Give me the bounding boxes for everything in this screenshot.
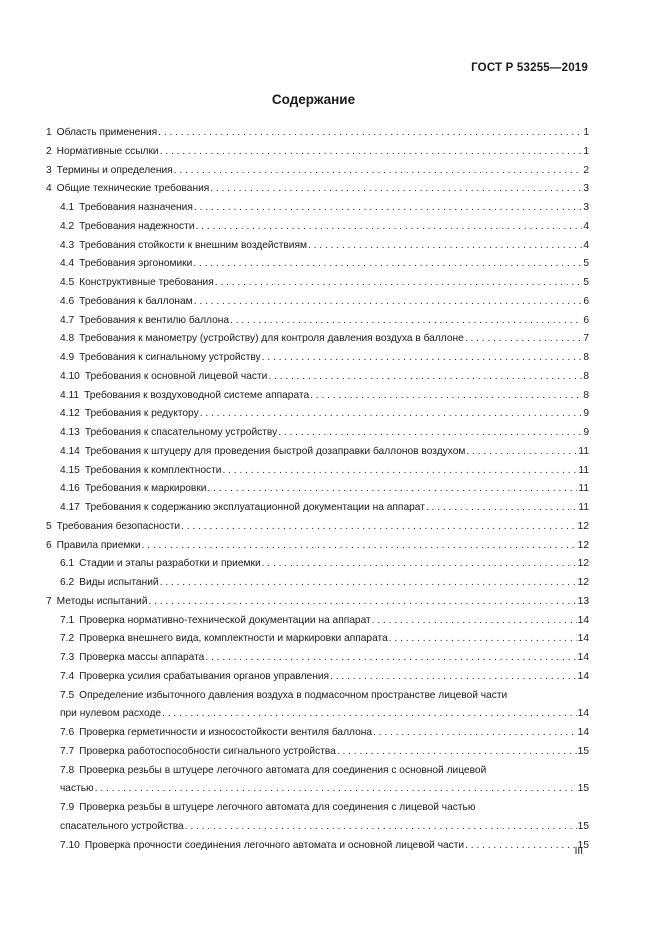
toc-leader-dots — [337, 743, 577, 762]
toc-entry-number: 4.12 — [60, 408, 80, 420]
toc-entry-title: Требования к баллонам — [79, 295, 193, 307]
toc-entry-page: 12 — [577, 558, 589, 570]
toc-leader-dots — [149, 593, 577, 612]
toc-entry-title: Стадии и этапы разработки и приемки — [79, 558, 261, 570]
toc-entry-number: 5 — [46, 520, 52, 532]
toc-entry[interactable] — [46, 368, 589, 387]
toc-entry-page: 13 — [577, 595, 589, 607]
toc-entry-number: 4.6 — [60, 295, 75, 307]
toc-entry-number: 7.3 — [60, 652, 75, 663]
toc-entry[interactable] — [46, 330, 589, 349]
toc-entry-continuation[interactable] — [46, 818, 589, 837]
toc-entry[interactable] — [46, 649, 589, 668]
toc-entry[interactable] — [46, 424, 589, 443]
toc-leader-dots — [465, 837, 577, 856]
toc-entry-page: 3 — [583, 183, 589, 195]
toc-entry[interactable] — [46, 574, 589, 593]
toc-entry-title: Проверка герметичности и износостойкости вентиля баллона — [79, 727, 373, 738]
page-number: III — [574, 846, 583, 857]
toc-entry-page: 12 — [577, 577, 589, 588]
toc-entry-number: 7 — [46, 595, 52, 607]
toc-entry[interactable] — [46, 837, 589, 856]
toc-leader-dots — [210, 180, 582, 199]
toc-leader-dots — [181, 518, 577, 537]
toc-entry-page: 15 — [577, 745, 589, 757]
toc-entry-page: 12 — [577, 520, 589, 532]
toc-entry[interactable] — [46, 687, 589, 706]
toc-entry-page: 14 — [577, 727, 589, 738]
toc-entry-title: Конструктивные требования — [79, 277, 214, 288]
toc-leader-dots — [160, 574, 577, 593]
toc-entry[interactable] — [46, 218, 589, 237]
toc-entry-title: Требования к штуцеру для проведения быстрой дозаправки баллонов воздухом — [84, 445, 466, 457]
toc-entry-number: 6 — [46, 539, 52, 551]
toc-entry[interactable] — [46, 443, 589, 462]
toc-entry-number: 4.14 — [60, 445, 80, 457]
toc-entry[interactable] — [46, 274, 589, 293]
toc-leader-dots — [308, 237, 582, 256]
toc-entry-page: 15 — [577, 839, 589, 851]
toc-leader-dots — [194, 199, 582, 218]
table-of-contents — [46, 124, 589, 855]
toc-leader-dots — [466, 443, 577, 462]
toc-entry-page: 11 — [578, 464, 589, 476]
toc-entry-title: Требования к спасательному устройству — [84, 427, 278, 438]
toc-leader-dots — [262, 555, 577, 574]
toc-entry-title: Требования к основной лицевой части — [84, 370, 268, 382]
toc-entry-title: Требования к вентилю баллона — [79, 314, 230, 326]
toc-leader-dots — [372, 612, 577, 631]
toc-entry-title: Требования эргономики — [79, 258, 193, 270]
toc-leader-dots — [373, 724, 577, 743]
toc-entry-page: 14 — [577, 652, 589, 663]
toc-entry-title: Проверка прочности соединения легочного автомата и основной лицевой части — [84, 839, 465, 851]
toc-entry-number: 4 — [46, 183, 52, 195]
toc-entry-title: Область применения — [56, 127, 158, 138]
toc-entry-title: Требования к комплектности — [84, 464, 222, 476]
toc-entry-number: 7.1 — [60, 614, 75, 626]
toc-leader-dots — [200, 405, 583, 424]
toc-entry-number: 6.2 — [60, 577, 75, 588]
toc-entry-number: 1 — [46, 127, 52, 138]
toc-entry-page: 14 — [577, 670, 589, 682]
toc-entry-number: 4.17 — [60, 502, 80, 513]
toc-entry-page: 14 — [577, 633, 589, 645]
toc-entry-title: Требования стойкости к внешним воздействиям — [79, 239, 307, 251]
toc-entry-number: 4.5 — [60, 277, 75, 288]
toc-leader-dots — [142, 537, 577, 556]
toc-entry-number: 3 — [46, 164, 52, 176]
toc-leader-dots — [310, 387, 582, 406]
toc-entry-number: 7.9 — [60, 802, 75, 813]
toc-entry-number: 4.10 — [60, 370, 80, 382]
toc-entry-page: 11 — [578, 445, 589, 457]
toc-entry-page: 1 — [583, 145, 589, 157]
toc-leader-dots — [205, 649, 576, 668]
toc-entry-page: 7 — [583, 333, 589, 345]
toc-leader-dots — [278, 424, 582, 443]
toc-entry-page: 4 — [583, 220, 589, 232]
toc-entry[interactable] — [46, 237, 589, 256]
toc-title: Содержание — [271, 92, 356, 107]
toc-entry-page: 14 — [577, 708, 589, 720]
toc-entry-title: Термины и определения — [56, 164, 173, 176]
toc-entry[interactable] — [46, 162, 589, 181]
toc-entry-continuation[interactable] — [46, 705, 589, 724]
toc-entry-page: 1 — [583, 127, 589, 138]
toc-entry-title: Проверка работоспособности сигнального устройства — [79, 745, 336, 757]
toc-entry-title: Проверка усилия срабатывания органов управления — [79, 670, 330, 682]
toc-entry[interactable] — [46, 480, 589, 499]
toc-entry-number: 7.7 — [60, 745, 75, 757]
toc-leader-dots — [174, 162, 583, 181]
toc-entry-number: 4.13 — [60, 427, 80, 438]
toc-leader-dots — [330, 668, 577, 687]
toc-entry-number: 4.8 — [60, 333, 75, 345]
toc-entry-title-cont: частью — [60, 783, 94, 795]
toc-entry[interactable] — [46, 799, 589, 818]
toc-entry[interactable] — [46, 593, 589, 612]
toc-entry-title: Требования безопасности — [56, 520, 181, 532]
toc-entry-number: 7.8 — [60, 764, 75, 776]
toc-entry-number: 7.2 — [60, 633, 75, 645]
toc-entry-title: Проверка резьбы в штуцере легочного автомата для соединения с лицевой частью — [79, 802, 476, 813]
toc-entry-number: 4.16 — [60, 483, 80, 495]
toc-entry-page: 8 — [583, 370, 589, 382]
toc-entry[interactable] — [46, 180, 589, 199]
toc-entry[interactable] — [46, 762, 589, 781]
toc-entry-number: 6.1 — [60, 558, 75, 570]
toc-entry[interactable] — [46, 462, 589, 481]
toc-entry[interactable] — [46, 630, 589, 649]
toc-entry-title: Правила приемки — [56, 539, 141, 551]
toc-leader-dots — [268, 368, 582, 387]
toc-leader-dots — [194, 293, 583, 312]
toc-entry-title: Требования к редуктору — [84, 408, 199, 420]
toc-entry-title: Виды испытаний — [79, 577, 159, 588]
toc-leader-dots — [208, 480, 578, 499]
toc-leader-dots — [162, 705, 577, 724]
toc-entry-title: Общие технические требования — [56, 183, 210, 195]
toc-leader-dots — [193, 255, 582, 274]
toc-leader-dots — [158, 124, 582, 143]
toc-entry-title: Проверка внешнего вида, комплектности и маркировки аппарата — [79, 633, 388, 645]
toc-entry[interactable] — [46, 518, 589, 537]
toc-entry-title: Требования к манометру (устройству) для контроля давления воздуха в баллоне — [79, 333, 464, 345]
toc-entry[interactable] — [46, 349, 589, 368]
toc-entry[interactable] — [46, 668, 589, 687]
toc-entry[interactable] — [46, 612, 589, 631]
toc-entry[interactable] — [46, 255, 589, 274]
toc-entry-title-cont: при нулевом расходе — [60, 708, 162, 720]
toc-entry-title: Проверка массы аппарата — [79, 652, 205, 663]
toc-leader-dots — [215, 274, 583, 293]
toc-entry[interactable] — [46, 555, 589, 574]
toc-leader-dots — [230, 312, 582, 331]
toc-entry-number: 4.7 — [60, 314, 75, 326]
toc-entry-page: 5 — [583, 277, 589, 288]
toc-entry-title: Требования к содержанию эксплуатационной документации на аппарат — [84, 502, 425, 513]
toc-entry-title: Требования надежности — [79, 220, 195, 232]
toc-entry-number: 4.3 — [60, 239, 75, 251]
toc-entry-title: Проверка резьбы в штуцере легочного автомата для соединения с основной лицевой — [79, 764, 487, 776]
toc-entry-continuation[interactable] — [46, 780, 589, 799]
toc-entry-title: Методы испытаний — [56, 595, 148, 607]
toc-entry-title: Определение избыточного давления воздуха в подмасочном пространстве лицевой части — [79, 689, 508, 701]
standard-code: ГОСТ Р 53255—2019 — [471, 62, 588, 74]
toc-entry-page: 15 — [577, 783, 589, 795]
toc-entry-title: Проверка нормативно-технической документации на аппарат — [79, 614, 371, 626]
toc-entry-title: Требования к маркировки — [84, 483, 207, 495]
toc-leader-dots — [222, 462, 577, 481]
toc-leader-dots — [95, 780, 577, 799]
toc-leader-dots — [389, 630, 577, 649]
toc-entry-page: 12 — [577, 539, 589, 551]
toc-entry[interactable] — [46, 293, 589, 312]
toc-entry-number: 7.4 — [60, 670, 75, 682]
toc-entry[interactable] — [46, 387, 589, 406]
toc-leader-dots — [185, 818, 577, 837]
toc-entry-page: 9 — [583, 408, 589, 420]
toc-entry-page: 11 — [578, 483, 589, 495]
toc-leader-dots — [262, 349, 583, 368]
toc-entry[interactable] — [46, 499, 589, 518]
toc-entry-page: 8 — [583, 352, 589, 363]
toc-entry-number: 7.10 — [60, 839, 80, 851]
toc-entry-page: 3 — [583, 202, 589, 213]
toc-entry[interactable] — [46, 312, 589, 331]
toc-entry[interactable] — [46, 143, 589, 162]
toc-leader-dots — [426, 499, 578, 518]
toc-entry[interactable] — [46, 743, 589, 762]
toc-entry-page: 2 — [583, 164, 589, 176]
toc-entry-title: Нормативные ссылки — [56, 145, 159, 157]
toc-entry-page: 11 — [578, 502, 589, 513]
toc-entry-number: 4.4 — [60, 258, 75, 270]
toc-entry-page: 4 — [583, 239, 589, 251]
toc-entry-number: 4.1 — [60, 202, 75, 213]
toc-entry-page: 6 — [583, 314, 589, 326]
toc-entry-number: 7.5 — [60, 689, 75, 701]
toc-entry[interactable] — [46, 124, 589, 143]
toc-leader-dots — [465, 330, 583, 349]
toc-entry[interactable] — [46, 405, 589, 424]
toc-entry-number: 4.11 — [60, 389, 80, 401]
toc-entry-number: 4.9 — [60, 352, 75, 363]
toc-entry-number: 4.15 — [60, 464, 80, 476]
toc-leader-dots — [160, 143, 583, 162]
toc-entry-page: 8 — [583, 389, 589, 401]
toc-entry-page: 15 — [577, 820, 589, 832]
toc-entry-title: Требования к сигнальному устройству — [79, 352, 261, 363]
toc-leader-dots — [196, 218, 583, 237]
toc-entry-title-cont: спасательного устройства — [60, 820, 184, 832]
toc-entry-number: 2 — [46, 145, 52, 157]
toc-entry-page: 6 — [583, 295, 589, 307]
toc-entry-number: 4.2 — [60, 220, 75, 232]
toc-entry-title: Требования к воздуховодной системе аппарата — [84, 389, 310, 401]
toc-entry[interactable] — [46, 724, 589, 743]
toc-entry-title: Требования назначения — [79, 202, 193, 213]
toc-entry-page: 9 — [583, 427, 589, 438]
toc-entry-page: 5 — [583, 258, 589, 270]
toc-entry-number: 7.6 — [60, 727, 75, 738]
toc-entry[interactable] — [46, 537, 589, 556]
toc-entry[interactable] — [46, 199, 589, 218]
toc-entry-page: 14 — [577, 614, 589, 626]
